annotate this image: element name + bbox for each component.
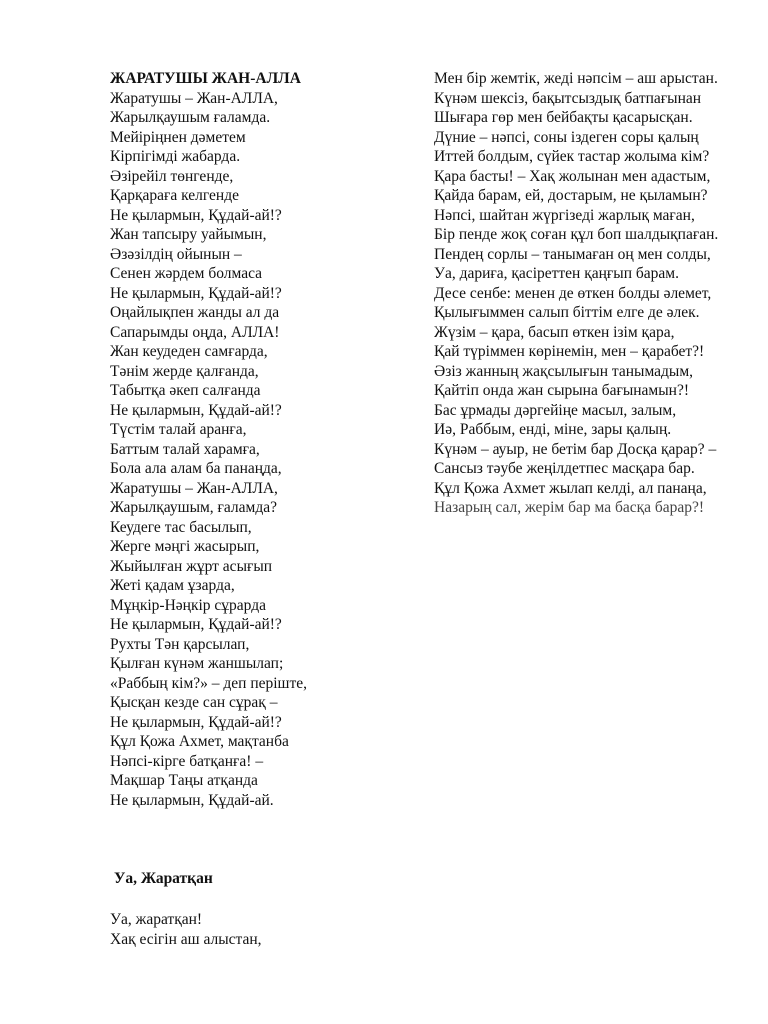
poem-line: Иттей болдым, сүйек тастар жолыма кім? (434, 148, 710, 165)
poem-line: Қысқан кезде сан сұрақ – (110, 694, 278, 711)
poem-line: Сапарымды оңда, АЛЛА! (110, 323, 280, 341)
poem-line: Не қылармын, Құдай-ай!? (110, 713, 282, 731)
poem-line: Кеудеге тас басылып, (110, 518, 252, 536)
poem-line: Жаратушы – Жан-АЛЛА, (110, 479, 278, 497)
poem-line: Бір пенде жоқ соған құл боп шалдықпаған. (434, 226, 719, 243)
poem-line: Шығара гөр мен бейбақты қасарысқан. (434, 109, 693, 126)
poem-line: Не қылармын, Құдай-ай. (110, 791, 274, 809)
poem-line: Бола ала алам ба панаңда, (110, 460, 282, 477)
poem-line: Нәпсі, шайтан жүргізеді жарлық маған, (434, 206, 695, 224)
poem-line: Жан кеудеден самғарда, (110, 343, 268, 360)
poem-line: Қылығыммен салып біттім елге де әлек. (434, 304, 700, 321)
poem-line: Жерге мәңгі жасырып, (110, 538, 260, 555)
poem-line: Хақ есігін аш алыстан, (110, 930, 262, 948)
poem-line: «Раббың кім?» – деп періште, (110, 674, 308, 692)
poem-line: Жан тапсыру уайымын, (110, 226, 267, 243)
poem-line: Дүние – нәпсі, соны іздеген соры қалың (434, 128, 699, 146)
poem-line: Сенен жәрдем болмаса (110, 265, 263, 282)
poem-line: Құл Қожа Ахмет жылап келді, ал панаңа, (434, 479, 707, 497)
poem-line: Мұңкір-Нәңкір сұрарда (110, 596, 266, 614)
poem-line: Уа, жаратқан! (110, 911, 203, 928)
poem-line: Қайда барам, ей, достарым, не қыламын? (434, 187, 708, 204)
poem-body (110, 89, 415, 811)
right-column (434, 69, 724, 518)
poem-line: Жаратушы – Жан-АЛЛА, (110, 89, 278, 107)
poem-line: Күнәм шексіз, бақытсыздық батпағынан (434, 89, 702, 107)
poem-line: Жарылқаушым ғаламда. (110, 109, 271, 126)
poem-line: Баттым талай харамға, (110, 440, 260, 458)
poem-line: Бас ұрмады дәргейіңе масыл, залым, (434, 401, 677, 419)
poem-line: Мақшар Таңы атқанда (110, 772, 258, 789)
poem-line: Назарың сал, жерім бар ма басқа барар?! (434, 499, 705, 516)
poem-title: ЖАРАТУШЫ ЖАН-АЛЛА (110, 70, 301, 87)
poem-line: Жүзім – қара, басып өткен ізім қара, (434, 323, 675, 341)
second-poem-title: Уа, Жаратқан (114, 870, 213, 887)
poem-line: Не қылармын, Құдай-ай!? (110, 284, 282, 302)
poem-line: Қайтіп онда жан сырына бағынамын?! (434, 382, 689, 399)
poem-line: Иә, Раббым, енді, міне, зары қалың. (434, 421, 672, 438)
poem-line: Не қылармын, Құдай-ай!? (110, 401, 282, 419)
poem-line: Түстім талай аранға, (110, 421, 247, 438)
poem-line: Мен бір жемтік, жеді нәпсім – аш арыстан. (434, 70, 718, 87)
poem-line: Қарқараға келгенде (110, 187, 239, 204)
poem-line: Құл Қожа Ахмет, мақтанба (110, 733, 289, 750)
poem-line: Нәпсі-кірге батқанға! – (110, 752, 264, 770)
second-poem-body (110, 910, 415, 949)
left-column (110, 69, 415, 810)
poem-line: Әзәзілдің ойынын – (110, 245, 242, 263)
poem-line: Қай түріммен көрінемін, мен – қарабет?! (434, 343, 705, 360)
poem-line: Уа, дариға, қасіреттен қаңғып барам. (434, 265, 679, 282)
poem-line: Тәнім жерде қалғанда, (110, 362, 259, 380)
poem-line: Сансыз тәубе жеңілдетпес масқара бар. (434, 460, 695, 477)
poem-line: Оңайлықпен жанды ал да (110, 304, 280, 321)
poem-line: Пендең сорлы – танымаған оң мен солды, (434, 245, 711, 263)
poem-line: Әзірейіл төнгенде, (110, 167, 234, 185)
poem-line: Жарылқаушым, ғаламда? (110, 499, 278, 516)
poem-line: Табытқа әкеп салғанда (110, 382, 261, 399)
poem-line: Десе сенбе: менен де өткен болды әлемет, (434, 284, 712, 302)
poem-line: Күнәм – ауыр, не бетім бар Досқа қарар? – (434, 440, 717, 458)
poem-line: Мейіріңнен дәметем (110, 128, 246, 146)
poem-line: Не қылармын, Құдай-ай!? (110, 616, 282, 633)
poem-line: Не қылармын, Құдай-ай!? (110, 206, 282, 224)
poem-line: Жыйылған жұрт асығып (110, 557, 273, 575)
poem-line: Жеті қадам ұзарда, (110, 577, 235, 594)
poem-line: Әзіз жанның жақсылығын танымадым, (434, 362, 694, 380)
poem-line: Рухты Тән қарсылап, (110, 635, 250, 653)
poem-line: Қара басты! – Хақ жолынан мен адастым, (434, 167, 711, 185)
poem-line: Кірпігімді жабарда. (110, 148, 241, 165)
poem-line: Қылған күнәм жаншылап; (110, 655, 284, 672)
